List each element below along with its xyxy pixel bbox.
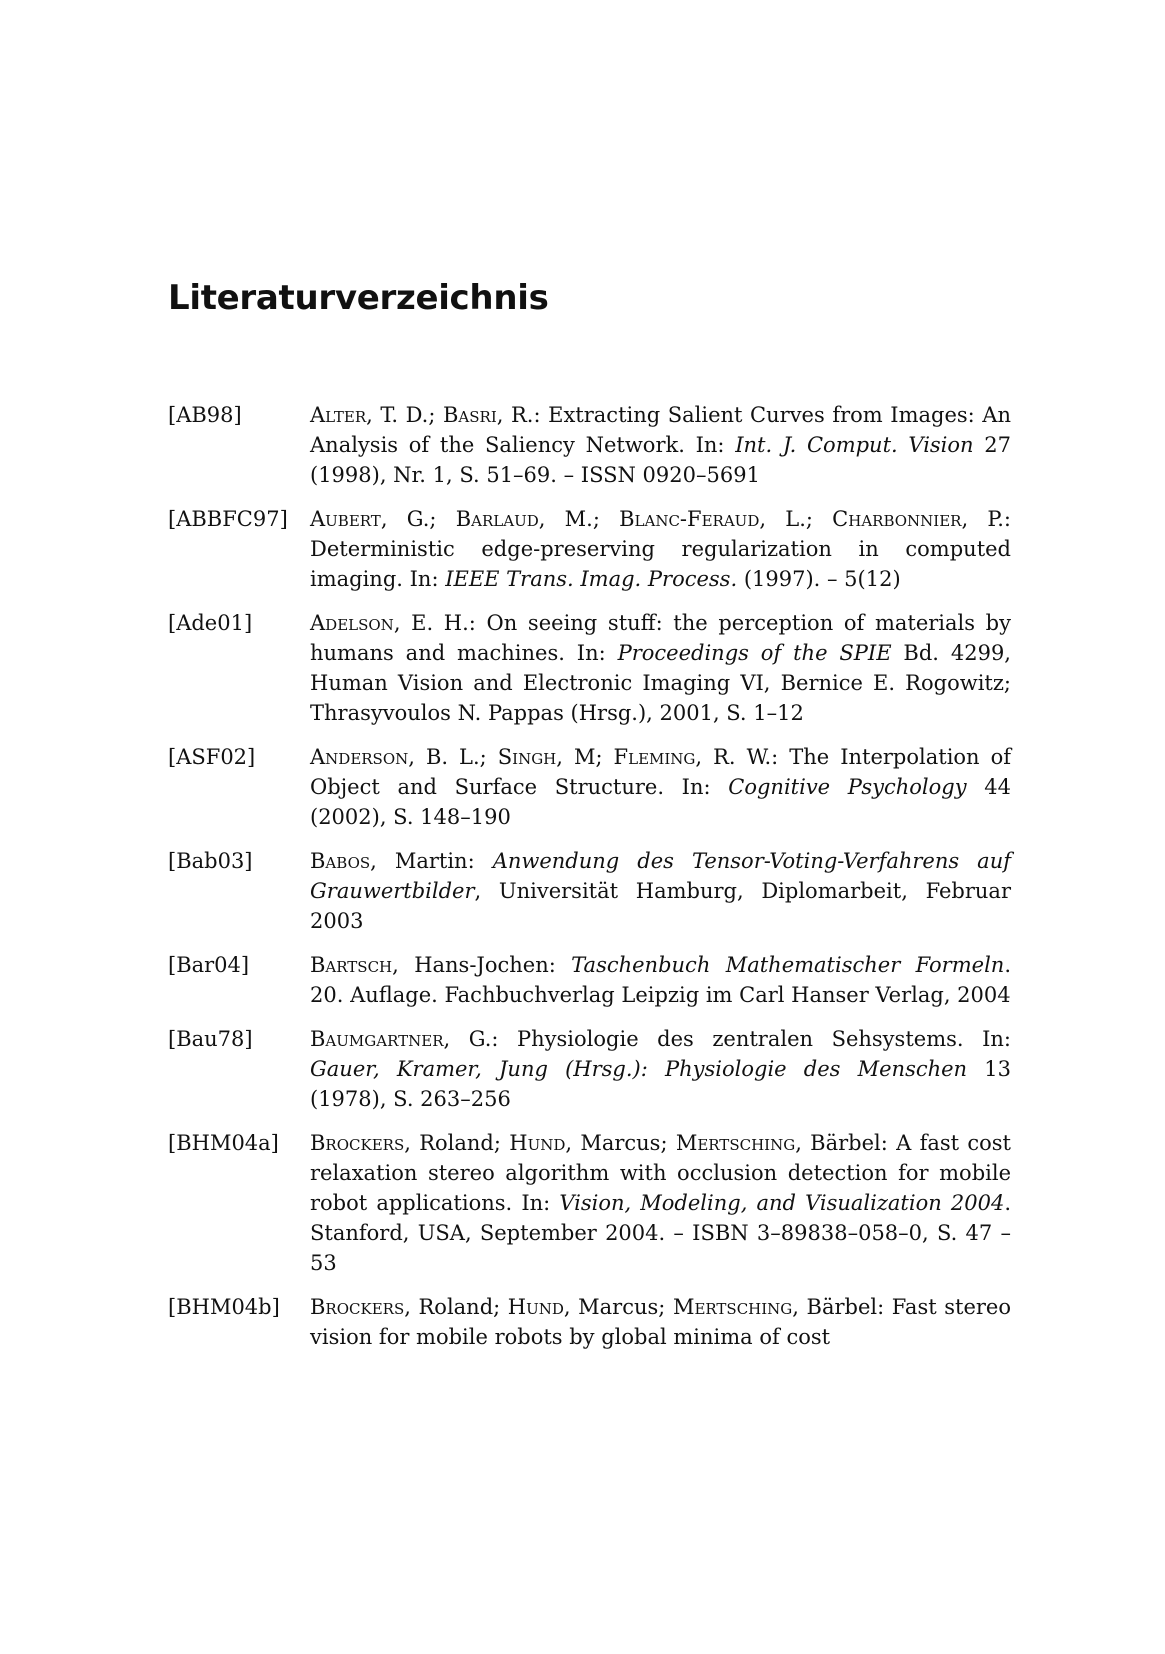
bib-text-segment: , P.: Deterministic edge-preserving regularization in computed imaging. In:	[310, 507, 1011, 591]
bib-text-segment: , Bärbel: Fast stereo vision for mobile robots by global minima of cost	[310, 1295, 1011, 1349]
bib-key: [BHM04a]	[168, 1131, 279, 1155]
bib-entry	[168, 1292, 1011, 1352]
bib-entry	[168, 1128, 1011, 1278]
bib-entry	[168, 846, 1011, 936]
bib-entry	[168, 742, 1011, 832]
bib-text-segment: . 20. Auflage. Fachbuchverlag Leipzig im Carl Hanser Verlag, 2004	[310, 953, 1011, 1007]
author-name: Brockers	[310, 1131, 405, 1155]
author-name: Babos	[310, 849, 371, 873]
bib-text-segment: , Marcus;	[563, 1295, 673, 1319]
publication-title: Anwendung des Tensor-Voting-Verfahrens auf Grauwertbilder	[310, 849, 1011, 903]
author-name: Alter	[310, 403, 367, 427]
author-name: Aubert	[310, 507, 381, 531]
chapter-title: Literaturverzeichnis	[168, 278, 549, 318]
bib-text-segment: 13 (1978), S. 263–256	[310, 1057, 1011, 1111]
author-name: Hund	[507, 1295, 564, 1319]
bib-text-segment: 44 (2002), S. 148–190	[310, 775, 1011, 829]
author-name: Bartsch	[310, 953, 393, 977]
bib-text-segment: (1997). – 5(12)	[737, 567, 901, 591]
bib-text-segment: Bd. 4299, Human Vision and Electronic Imaging VI, Bernice E. Rogowitz; Thrasyvoulos N. Pappas (Hrsg.), 2001, S. 1–12	[310, 641, 1011, 725]
bib-key: [AB98]	[168, 403, 242, 427]
publication-title: Proceedings of the SPIE	[617, 641, 892, 665]
bib-entry	[168, 608, 1011, 728]
author-name: Fleming	[613, 745, 696, 769]
bib-key: [ASF02]	[168, 745, 256, 769]
bib-key: [Bab03]	[168, 849, 253, 873]
bib-text-segment: , G.: Physiologie des zentralen Sehsystems. In:	[443, 1027, 1011, 1051]
bib-text-segment: , R. W.: The Interpolation of Object and Surface Structure. In:	[310, 745, 1011, 799]
author-name: Adelson	[310, 611, 394, 635]
bib-text	[310, 400, 1011, 490]
author-name: Hund	[509, 1131, 566, 1155]
bib-text-segment: , B. L.;	[408, 745, 498, 769]
bib-text-segment: , L.;	[759, 507, 833, 531]
publication-title: Int. J. Comput. Vision	[735, 433, 974, 457]
author-name: Brockers	[310, 1295, 405, 1319]
bib-entry	[168, 1024, 1011, 1114]
bib-text	[310, 1024, 1011, 1114]
bib-text-segment: , M.;	[538, 507, 620, 531]
bib-key: [ABBFC97]	[168, 507, 288, 531]
bib-text	[310, 608, 1011, 728]
bib-text-segment: , Hans-Jochen:	[392, 953, 572, 977]
author-name: Baumgartner	[310, 1027, 444, 1051]
bib-text-segment: , Martin:	[370, 849, 493, 873]
author-name: Charbonnier	[832, 507, 962, 531]
bib-text	[310, 846, 1011, 936]
bib-text-segment: , R.: Extracting Salient Curves from Images: An Analysis of the Saliency Network. In:	[310, 403, 1011, 457]
bib-text-segment: , Roland;	[404, 1131, 510, 1155]
bib-key: [BHM04b]	[168, 1295, 280, 1319]
bib-text	[310, 1292, 1011, 1352]
author-name: Blanc-Feraud	[619, 507, 760, 531]
publication-title: Taschenbuch Mathematischer Formeln	[571, 953, 1005, 977]
bib-entry	[168, 950, 1011, 1010]
bib-entry	[168, 400, 1011, 490]
bib-key: [Ade01]	[168, 611, 253, 635]
bib-text-segment: , M;	[556, 745, 614, 769]
bib-text	[310, 950, 1011, 1010]
bib-entry	[168, 504, 1011, 594]
bib-text	[310, 742, 1011, 832]
bib-text-segment: , G.;	[380, 507, 456, 531]
publication-title: Vision, Modeling, and Visualization 2004	[559, 1191, 1005, 1215]
bib-text-segment: , Universität Hamburg, Diplomarbeit, Februar 2003	[310, 879, 1011, 933]
author-name: Singh	[497, 745, 557, 769]
author-name: Basri	[442, 403, 497, 427]
publication-title: IEEE Trans. Imag. Process.	[445, 567, 738, 591]
author-name: Mertsching	[675, 1131, 796, 1155]
bib-text-segment: , Marcus;	[565, 1131, 676, 1155]
bib-text-segment: , E. H.: On seeing stuff: the perception of materials by humans and machines. In:	[310, 611, 1011, 665]
bib-text	[310, 1128, 1011, 1278]
author-name: Anderson	[310, 745, 409, 769]
bib-text-segment: , T. D.;	[366, 403, 443, 427]
bib-key: [Bau78]	[168, 1027, 253, 1051]
bib-text	[310, 504, 1011, 594]
bib-text-segment: . Stanford, USA, September 2004. – ISBN 3–89838–058–0, S. 47 – 53	[310, 1191, 1011, 1275]
bib-text-segment: , Bärbel: A fast cost relaxation stereo algorithm with occlusion detection for mobile robot applications. In:	[310, 1131, 1011, 1215]
bib-text-segment: , Roland;	[404, 1295, 508, 1319]
bib-text-segment: 27 (1998), Nr. 1, S. 51–69. – ISSN 0920–5691	[310, 433, 1012, 487]
author-name: Barlaud	[455, 507, 539, 531]
publication-title: Gauer, Kramer, Jung (Hrsg.): Physiologie des Menschen	[310, 1057, 968, 1081]
bib-key: [Bar04]	[168, 953, 250, 977]
author-name: Mertsching	[672, 1295, 793, 1319]
publication-title: Cognitive Psychology	[728, 775, 967, 799]
bibliography-list	[168, 400, 1011, 1366]
